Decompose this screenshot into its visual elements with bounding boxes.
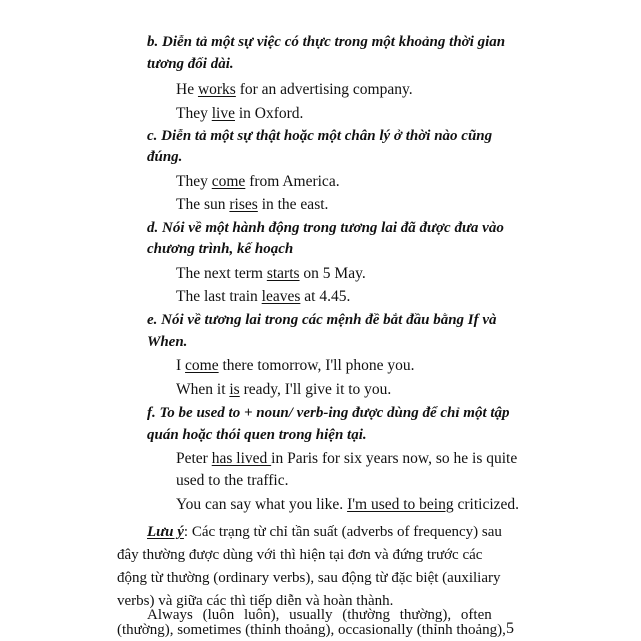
- heading-e-line2: When.: [147, 334, 188, 350]
- example-c-1: They come from America.: [176, 173, 340, 190]
- underlined-verb: is: [229, 381, 240, 398]
- underlined-verb: works: [197, 81, 236, 98]
- heading-f-line2: quán hoặc thói quen trong hiện tại.: [147, 427, 367, 443]
- heading-c-line2: đúng.: [147, 149, 183, 165]
- page-number: 5: [506, 620, 514, 637]
- example-f-3: You can say what you like. I'm used to being criticized.: [176, 496, 520, 513]
- note-label: Lưu ý: [147, 524, 184, 540]
- example-d-2: The last train leaves at 4.45.: [176, 288, 351, 305]
- note-line1: Lưu ý: Các trạng từ chỉ tần suất (adverbs of frequency) sau: [147, 524, 502, 540]
- underlined-verb: come: [185, 357, 219, 374]
- example-f-1: Peter has lived in Paris for six years now, so he is quite: [176, 450, 518, 467]
- heading-d-line2: chương trình, kế hoạch: [147, 241, 294, 257]
- underlined-verb: live: [211, 105, 235, 122]
- underlined-verb: come: [211, 173, 246, 190]
- note-line4: verbs) và giữa các thì tiếp diễn và hoàn thành.: [117, 593, 394, 609]
- heading-c-line1: c. Diễn tả một sự thật hoặc một chân lý ở thời nào cũng: [147, 128, 493, 144]
- adverbs-line1: Always (luôn luôn), usually (thường thường), often: [147, 607, 492, 623]
- note-line2: đây thường được dùng với thì hiện tại đơn và đứng trước các: [117, 547, 483, 563]
- example-c-2: The sun rises in the east.: [176, 196, 329, 213]
- heading-e-line1: e. Nói về tương lai trong các mệnh đề bắt đầu bằng If và: [147, 312, 497, 328]
- heading-b-line1: b. Diễn tả một sự việc có thực trong một khoảng thời gian: [147, 34, 506, 50]
- example-d-1: The next term starts on 5 May.: [176, 265, 366, 282]
- example-e-2: When it is ready, I'll give it to you.: [176, 381, 392, 398]
- example-b-2: They live in Oxford.: [176, 105, 304, 122]
- adverbs-line2: (thường), sometimes (thỉnh thoảng), occasionally (thỉnh thoảng),: [117, 622, 506, 638]
- underlined-phrase: I'm used to being: [347, 496, 454, 513]
- example-b-1: He works for an advertising company.: [176, 81, 413, 98]
- underlined-verb: starts: [266, 265, 300, 282]
- heading-d-line1: d. Nói về một hành động trong tương lai đã được đưa vào: [147, 220, 504, 236]
- example-e-1: I come there tomorrow, I'll phone you.: [176, 357, 415, 374]
- note-line3: động từ thường (ordinary verbs), sau động từ đặc biệt (auxiliary: [117, 570, 501, 586]
- underlined-verb: has lived: [211, 450, 272, 467]
- heading-f-line1: f. To be used to + noun/ verb-ing được dùng để chỉ một tập: [147, 405, 510, 421]
- example-f-2: used to the traffic.: [176, 472, 289, 489]
- underlined-verb: rises: [229, 196, 258, 213]
- heading-b-line2: tương đối dài.: [147, 56, 234, 72]
- underlined-verb: leaves: [261, 288, 301, 305]
